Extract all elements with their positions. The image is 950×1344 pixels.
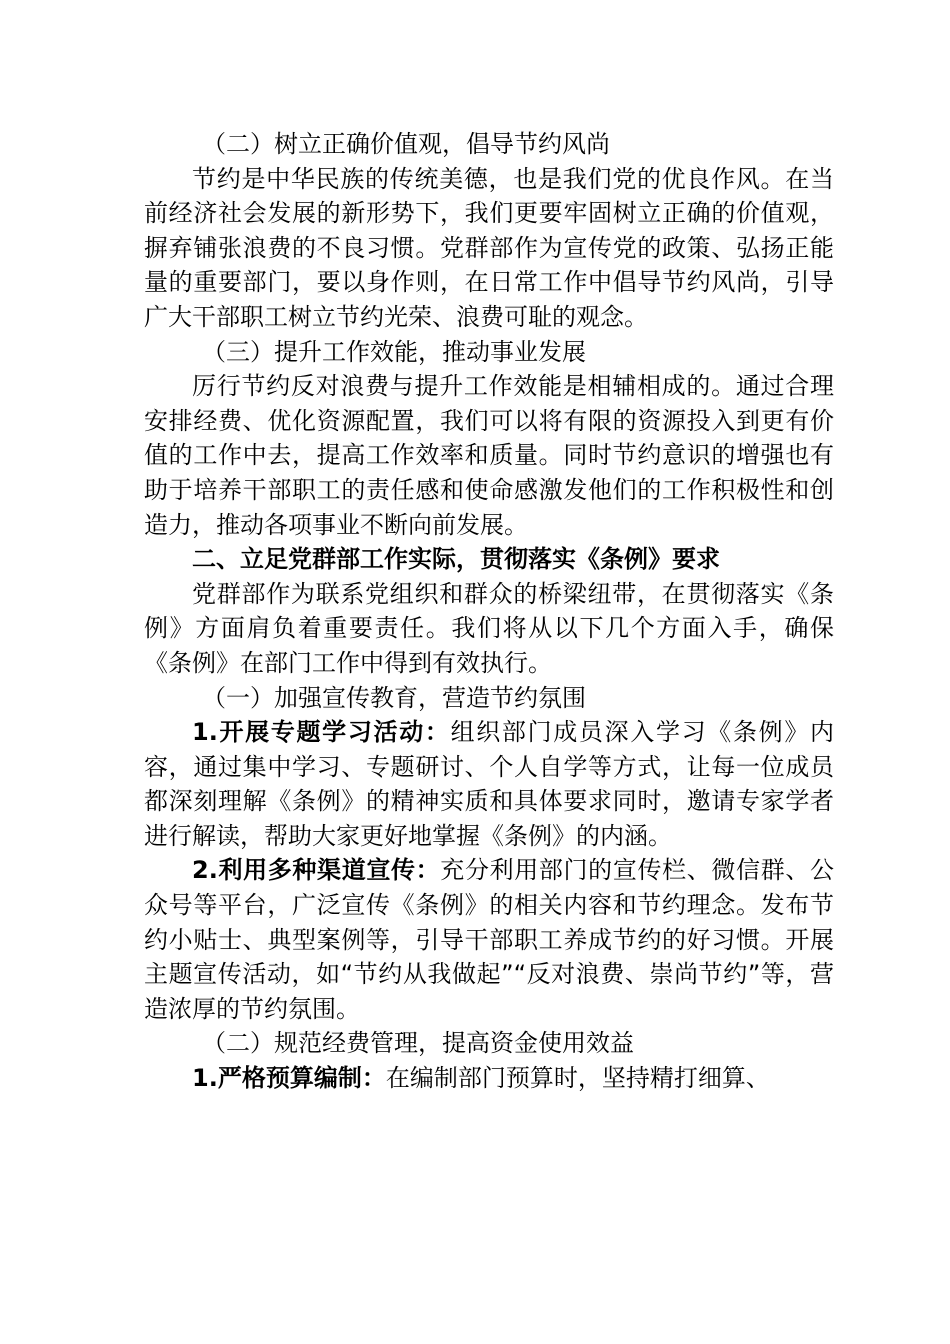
document-body bbox=[144, 127, 834, 1096]
section-heading-1: （一）加强宣传教育，营造节约氛围 bbox=[202, 683, 586, 712]
item-text: 在编制部门预算时，坚持精打细算、 bbox=[385, 1064, 770, 1093]
section-heading-2b: （二）规范经费管理，提高资金使用效益 bbox=[202, 1029, 634, 1058]
numbered-item bbox=[144, 853, 834, 1026]
item-text: 充分利用部门的宣传栏、微信群、公众号等平台，广泛宣传《条例》的相关内容和节约理念。发布节约小贴士、典型案例等，引导干部职工养成节约的好习惯。开展主题宣传活动，如“节约从我做起”“反对浪费、崇尚节约”等，营造浓厚的节约氛围。 bbox=[144, 856, 834, 1023]
section-heading-3: （三）提升工作效能，推动事业发展 bbox=[202, 337, 586, 366]
body-paragraph: 厉行节约反对浪费与提升工作效能是相辅相成的。通过合理安排经费、优化资源配置，我们可以将有限的资源投入到更有价值的工作中去，提高工作效率和质量。同时节约意识的增强也有助于培养干部职工的责任感和使命感激发他们的工作积极性和创造力，推动各项事业不断向前发展。 bbox=[144, 372, 834, 539]
chapter-heading-2: 二、立足党群部工作实际，贯彻落实《条例》要求 bbox=[192, 545, 720, 574]
section-heading-2: （二）树立正确价值观，倡导节约风尚 bbox=[202, 130, 610, 158]
body-paragraph: 节约是中华民族的传统美德，也是我们党的优良作风。在当前经济社会发展的新形势下，我们更要牢固树立正确的价值观，摒弃铺张浪费的不良习惯。党群部作为宣传党的政策、弘扬正能量的重要部门，要以身作则，在日常工作中倡导节约风尚，引导广大干部职工树立节约光荣、浪费可耻的观念。 bbox=[144, 164, 834, 331]
item-lead: 1.严格预算编制： bbox=[192, 1064, 386, 1093]
item-lead: 2.利用多种渠道宣传： bbox=[192, 856, 441, 885]
item-lead: 1.开展专题学习活动： bbox=[192, 718, 451, 747]
item-text: 组织部门成员深入学习《条例》内容，通过集中学习、专题研讨、个人自学等方式，让每一位成员都深刻理解《条例》的精神实质和具体要求同时，邀请专家学者进行解读，帮助大家更好地掌握《条例》的内涵。 bbox=[144, 718, 834, 850]
body-paragraph: 党群部作为联系党组织和群众的桥梁纽带，在贯彻落实《条例》方面肩负着重要责任。我们将从以下几个方面入手，确保《条例》在部门工作中得到有效执行。 bbox=[144, 579, 834, 677]
numbered-item bbox=[144, 1061, 834, 1096]
numbered-item bbox=[144, 715, 834, 853]
